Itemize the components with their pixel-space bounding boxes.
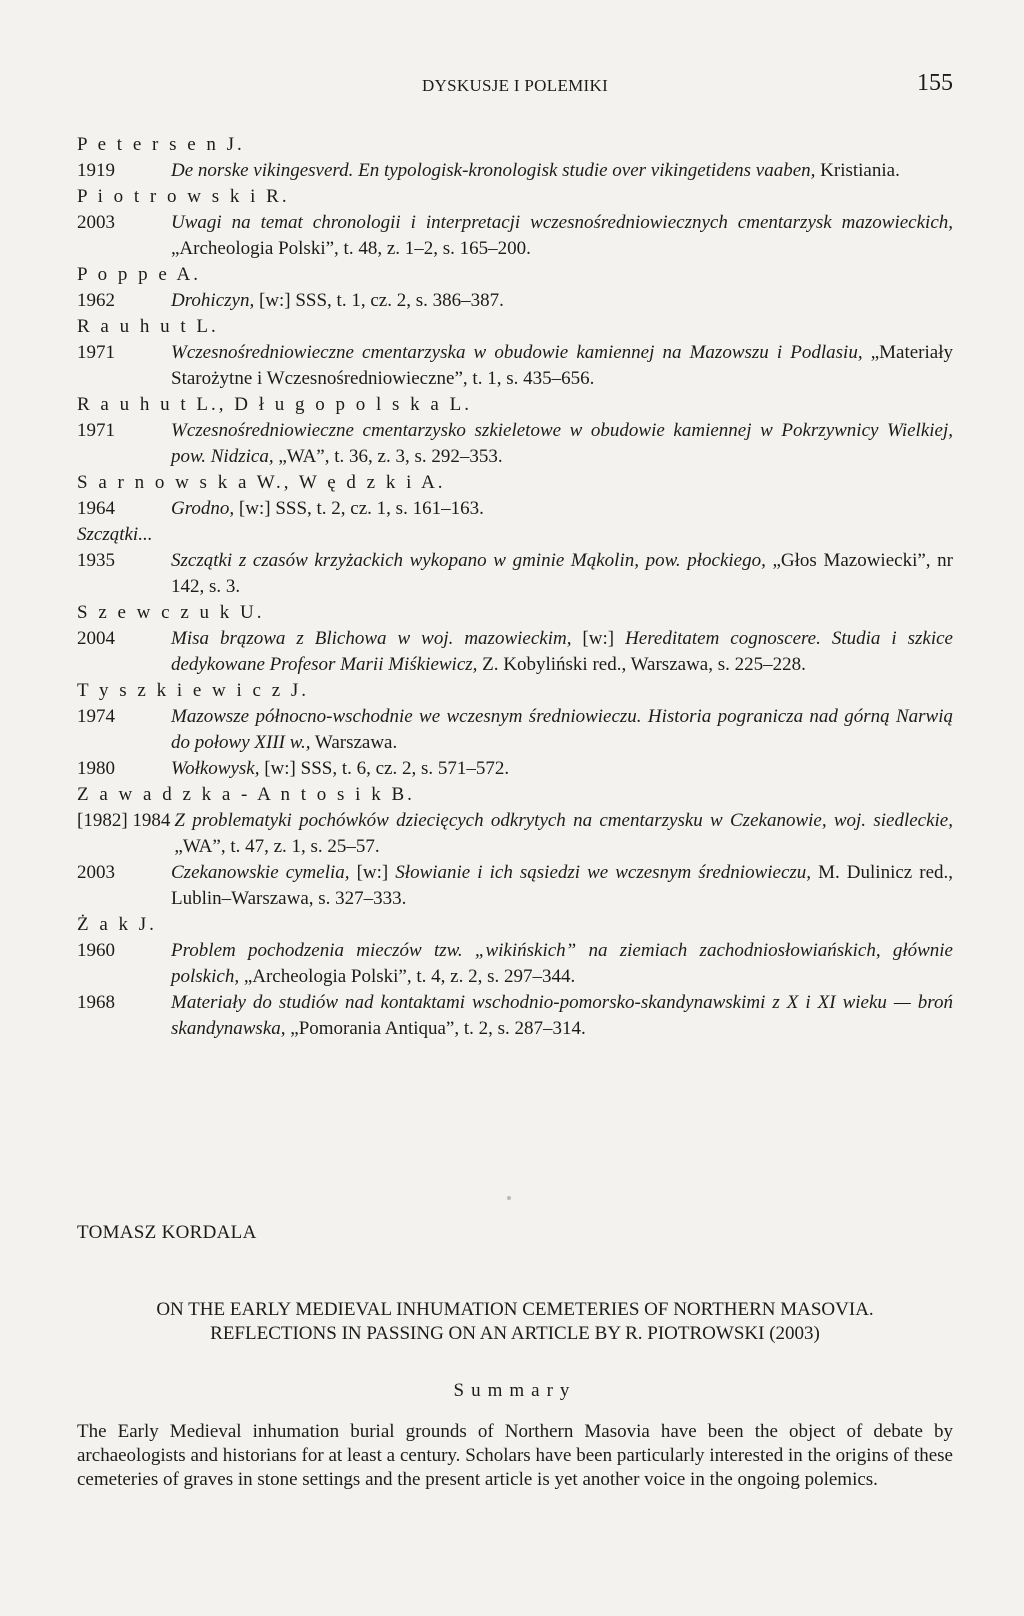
reference-entry: [77, 496, 953, 522]
reference-title: Wczesnośredniowieczne cmentarzysko szkieletowe w obudowie kamiennej w Pokrzywnicy Wielkiej, pow. Nidzica,: [171, 420, 953, 467]
reference-title: Hereditatem cognoscere. Studia i szkice dedykowane Profesor Marii Miśkiewicz,: [171, 628, 953, 675]
reference-entry: [77, 210, 953, 262]
reference-author: Szczątki...: [77, 524, 153, 545]
reference-year: 1974: [77, 706, 115, 727]
reference-details: M. Dulinicz red., Lublin–Warszawa, s. 327–333.: [171, 862, 954, 909]
article-title: [77, 1298, 953, 1346]
reference-citation: [171, 860, 953, 912]
reference-entry: [77, 288, 953, 314]
reference-details: Warszawa.: [310, 732, 398, 753]
reference-details: [w:] SSS, t. 2, cz. 1, s. 161–163.: [234, 498, 484, 519]
summary-paragraph: The Early Medieval inhumation burial grounds of Northern Masovia have been the object of debate by archaeologists and historians for at least a century. Scholars have been particularly interested in the origins of these cemeteries of graves in stone settings and the present article is yet another voice in the ongoing polemics.: [77, 1421, 953, 1490]
reference-entry: [77, 990, 953, 1042]
reference-details: Kristiania.: [815, 160, 900, 181]
reference-year: 1962: [77, 290, 115, 311]
reference-details: „Materiały Starożytne i Wczesnośredniowieczne”, t. 1, s. 435–656.: [171, 342, 953, 389]
reference-title: Wczesnośredniowieczne cmentarzyska w obudowie kamiennej na Mazowszu i Podlasiu,: [171, 342, 863, 363]
reference-entry: [77, 418, 953, 470]
reference-entry: [77, 340, 953, 392]
separator-dot: [507, 1196, 511, 1200]
reference-details: [w:] SSS, t. 1, cz. 2, s. 386–387.: [254, 290, 504, 311]
reference-entry: [77, 938, 953, 990]
reference-author: P o p p e A.: [77, 264, 201, 285]
reference-citation: [174, 808, 953, 860]
reference-year: 2004: [77, 628, 115, 649]
reference-entry: [77, 626, 953, 678]
reference-title: Czekanowskie cymelia,: [171, 862, 350, 883]
reference-details: „Pomorania Antiqua”, t. 2, s. 287–314.: [285, 1018, 586, 1039]
reference-citation: [171, 938, 953, 990]
reference-year: 1935: [77, 550, 115, 571]
running-title: DYSKUSJE I POLEMIKI: [421, 76, 609, 95]
reference-title: Uwagi na temat chronologii i interpretacji wczesnośredniowiecznych cmentarzysk mazowieckich,: [171, 212, 953, 233]
reference-details: „Archeologia Polski”, t. 48, z. 1–2, s. 165–200.: [171, 238, 531, 259]
reference-title: Problem pochodzenia mieczów tzw. „wikińskich” na ziemiach zachodniosłowiańskich, głównie polskich,: [171, 940, 953, 987]
reference-details: „Archeologia Polski”, t. 4, z. 2, s. 297–344.: [239, 966, 576, 987]
reference-entry: [77, 860, 953, 912]
reference-details: Z. Kobyliński red., Warszawa, s. 225–228.: [477, 654, 806, 675]
reference-details: [w:]: [349, 862, 396, 883]
reference-citation: [171, 210, 953, 262]
reference-citation: [171, 990, 953, 1042]
reference-author: P i o t r o w s k i R.: [77, 186, 290, 207]
reference-author: T y s z k i e w i c z J.: [77, 680, 310, 701]
reference-citation: [171, 496, 953, 522]
reference-title: Wołkowysk,: [171, 758, 260, 779]
article-title-line-1: ON THE EARLY MEDIEVAL INHUMATION CEMETERIES OF NORTHERN MASOVIA.: [156, 1299, 874, 1320]
reference-author: P e t e r s e n J.: [77, 134, 245, 155]
page-number: 155: [917, 70, 953, 96]
reference-entry: [77, 158, 953, 184]
summary-heading: Summary: [453, 1380, 577, 1401]
reference-year: 1971: [77, 420, 115, 441]
reference-title: Drohiczyn,: [171, 290, 255, 311]
reference-year: 2003: [77, 212, 115, 233]
reference-title: Grodno,: [171, 498, 235, 519]
reference-citation: [171, 418, 953, 470]
reference-entry: [77, 756, 953, 782]
article-title-line-2: REFLECTIONS IN PASSING ON AN ARTICLE BY R. PIOTROWSKI (2003): [210, 1323, 820, 1344]
reference-title: Szczątki z czasów krzyżackich wykopano w gminie Mąkolin, pow. płockiego,: [171, 550, 766, 571]
reference-title: Mazowsze północno-wschodnie we wczesnym średniowieczu. Historia pogranicza nad górną Narwią do połowy XIII w.,: [171, 706, 953, 753]
reference-title: Słowianie i ich sąsiedzi we wczesnym średniowieczu,: [395, 862, 812, 883]
bibliography: [77, 132, 953, 1042]
reference-citation: [171, 756, 953, 782]
reference-title: Misa brązowa z Blichowa w woj. mazowieckim,: [171, 628, 572, 649]
reference-year: 1960: [77, 940, 115, 961]
reference-title: Z problematyki pochówków dziecięcych odkrytych na cmentarzysku w Czekanowie, woj. siedleckie,: [174, 810, 953, 831]
reference-author: Ż a k J.: [77, 914, 157, 935]
reference-citation: [171, 340, 953, 392]
reference-citation: [171, 548, 953, 600]
page-header: [77, 70, 953, 104]
reference-year: 1980: [77, 758, 115, 779]
reference-details: [w:] SSS, t. 6, cz. 2, s. 571–572.: [259, 758, 510, 779]
article-author: TOMASZ KORDALA: [77, 1222, 257, 1243]
reference-entry: [77, 808, 953, 860]
reference-author: S z e w c z u k U.: [77, 602, 265, 623]
reference-author: S a r n o w s k a W., W ę d z k i A.: [77, 472, 446, 493]
reference-year: 2003: [77, 862, 115, 883]
reference-author: Z a w a d z k a - A n t o s i k B.: [77, 784, 415, 805]
reference-year: 1968: [77, 992, 115, 1013]
reference-details: [w:]: [571, 628, 626, 649]
reference-details: „WA”, t. 47, z. 1, s. 25–57.: [174, 836, 380, 857]
reference-details: „WA”, t. 36, z. 3, s. 292–353.: [273, 446, 503, 467]
reference-citation: [171, 158, 953, 184]
reference-author: R a u h u t L., D ł u g o p o l s k a L.: [77, 394, 472, 415]
reference-citation: [171, 704, 953, 756]
reference-title: De norske vikingesverd. En typologisk-kronologisk studie over vikingetidens vaaben,: [171, 160, 816, 181]
reference-citation: [171, 626, 953, 678]
reference-year: 1964: [77, 498, 115, 519]
reference-title: Materiały do studiów nad kontaktami wschodnio-pomorsko-skandynawskimi z X i XI wieku — broń skandynawska,: [171, 992, 953, 1039]
reference-year: 1971: [77, 342, 115, 363]
reference-author: R a u h u t L.: [77, 316, 219, 337]
reference-year: [1982] 1984: [77, 810, 171, 831]
reference-details: „Głos Mazowiecki”, nr 142, s. 3.: [171, 550, 953, 597]
reference-citation: [171, 288, 953, 314]
reference-entry: [77, 548, 953, 600]
reference-entry: [77, 704, 953, 756]
reference-year: 1919: [77, 160, 115, 181]
